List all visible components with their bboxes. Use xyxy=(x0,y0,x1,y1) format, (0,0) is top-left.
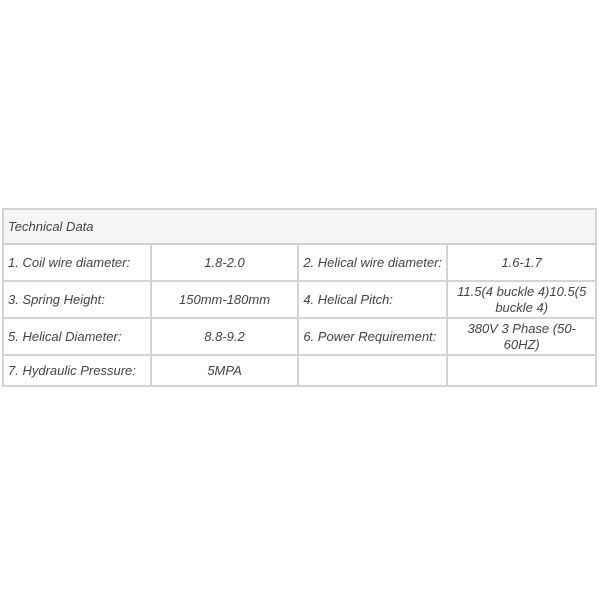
spec-label: 4. Helical Pitch: xyxy=(298,281,447,318)
spec-value: 11.5(4 buckle 4)10.5(5 buckle 4) xyxy=(447,281,596,318)
spec-value: 5MPA xyxy=(151,355,299,386)
table-header-row xyxy=(3,209,596,244)
spec-label: 3. Spring Height: xyxy=(3,281,151,318)
spec-label: 6. Power Requirement: xyxy=(298,318,447,355)
table-row xyxy=(3,244,596,281)
table-title: Technical Data xyxy=(3,209,596,244)
table-row xyxy=(3,318,596,355)
empty-cell xyxy=(298,355,447,386)
spec-value: 150mm-180mm xyxy=(151,281,299,318)
table-row xyxy=(3,355,596,386)
empty-cell xyxy=(447,355,596,386)
spec-value: 1.6-1.7 xyxy=(447,244,596,281)
spec-label: 7. Hydraulic Pressure: xyxy=(3,355,151,386)
spec-label: 1. Coil wire diameter: xyxy=(3,244,151,281)
spec-value: 380V 3 Phase (50-60HZ) xyxy=(447,318,596,355)
spec-value: 8.8-9.2 xyxy=(151,318,299,355)
spec-label: 5. Helical Diameter: xyxy=(3,318,151,355)
spec-value: 1.8-2.0 xyxy=(151,244,299,281)
technical-data-table xyxy=(2,208,597,387)
spec-label: 2. Helical wire diameter: xyxy=(298,244,447,281)
table-row xyxy=(3,281,596,318)
